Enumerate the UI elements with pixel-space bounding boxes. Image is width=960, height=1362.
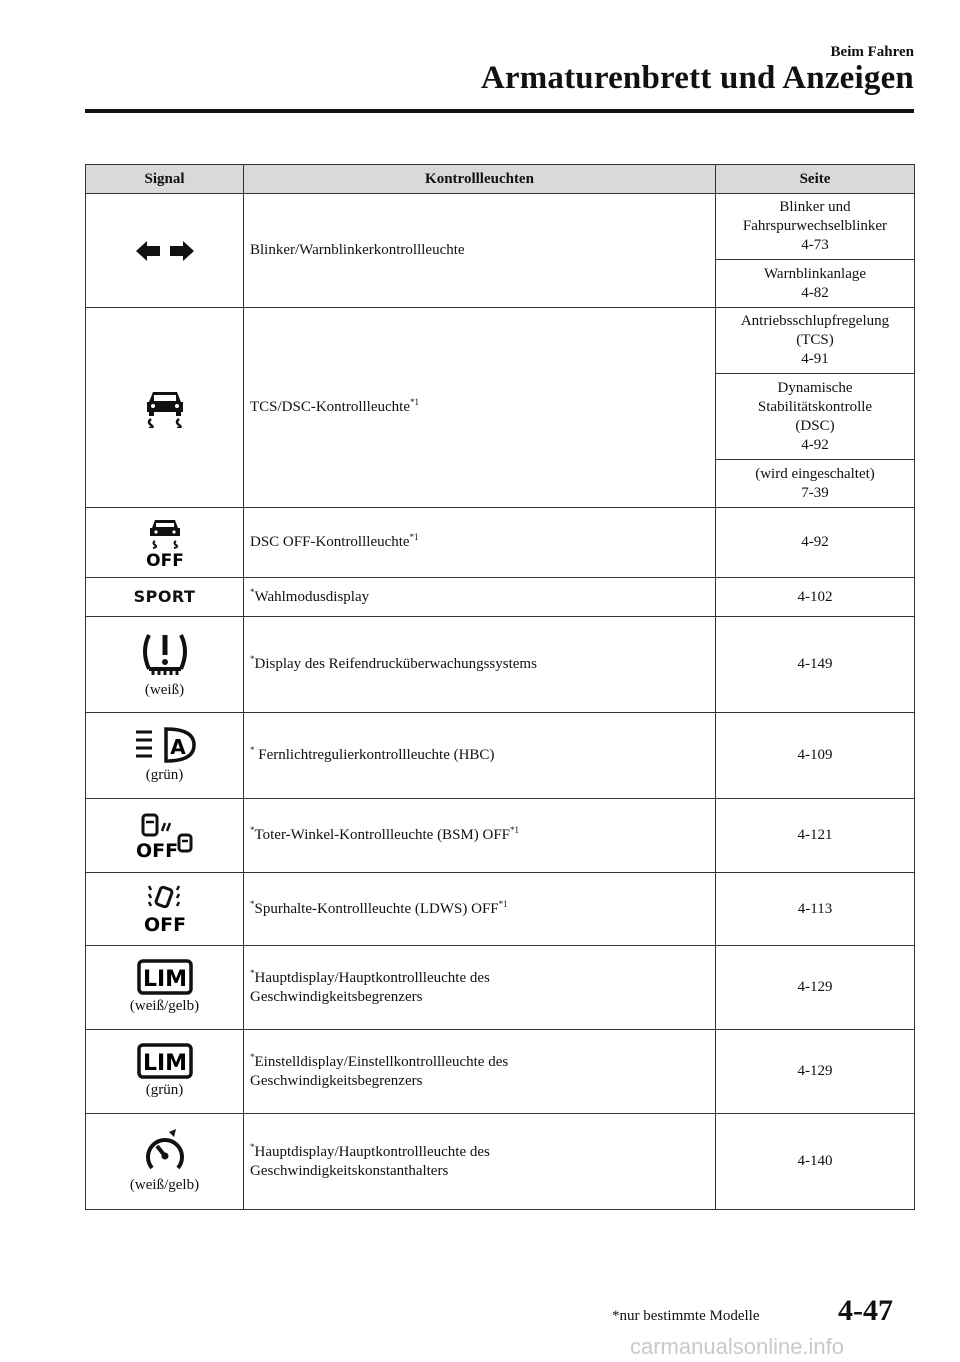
- table-row: [86, 194, 915, 260]
- table-row: [86, 946, 915, 1030]
- svg-text:LIM: LIM: [142, 1051, 187, 1076]
- label-asterisk: *: [250, 898, 255, 909]
- label-text: Fernlichtregulierkontrollleuchte (HBC): [254, 747, 495, 763]
- col-header-signal: Signal: [86, 165, 244, 194]
- watermark: carmanualsonline.info: [630, 1334, 845, 1359]
- page-cell: (wird eingeschaltet) 7-39: [716, 460, 915, 508]
- label-cell: [244, 578, 716, 617]
- label-text: Hauptdisplay/Hauptkontrollleuchte des Geschwindigkeitsbegrenzers: [250, 969, 490, 1005]
- col-header-lights: Kontrollleuchten: [244, 165, 716, 194]
- col-header-page: Seite: [716, 165, 915, 194]
- table-header-row: [86, 165, 915, 194]
- signal-caption: (grün): [145, 767, 184, 783]
- label-text: Hauptdisplay/Hauptkontrollleuchte des Geschwindigkeitskonstanthalters: [250, 1143, 490, 1179]
- bsm-off-icon: [135, 813, 195, 859]
- lim-icon: [137, 1043, 193, 1079]
- signal-cell: [86, 799, 244, 873]
- label-text: Einstelldisplay/Einstellkontrollleuchte des Geschwindigkeitsbegrenzers: [250, 1053, 509, 1089]
- high-beam-control-icon: [132, 726, 198, 764]
- footnote: *nur bestimmte Modelle: [612, 1308, 760, 1324]
- signal-cell: [86, 617, 244, 713]
- footnote-ref: *1: [409, 532, 419, 542]
- label-cell: [244, 308, 716, 508]
- header-rule: [85, 109, 914, 113]
- label-asterisk: *: [250, 745, 255, 755]
- table-row: [86, 1030, 915, 1114]
- label-asterisk: *: [250, 1141, 255, 1152]
- page-cell: 4-113: [716, 873, 915, 946]
- signal-cell: [86, 1114, 244, 1210]
- svg-text:OFF: OFF: [145, 550, 184, 568]
- svg-text:OFF: OFF: [135, 839, 178, 859]
- svg-text:LIM: LIM: [142, 967, 187, 992]
- footnote-ref: *1: [498, 898, 508, 909]
- page-cell: 4-140: [716, 1114, 915, 1210]
- page-cell: 4-109: [716, 713, 915, 799]
- page-cell: 4-149: [716, 617, 915, 713]
- label-cell: [244, 1114, 716, 1210]
- label-text: Display des Reifendrucküberwachungssystems: [254, 656, 537, 672]
- page-cell: 4-129: [716, 946, 915, 1030]
- signal-caption: (weiß/gelb): [129, 998, 200, 1014]
- label-text: Toter-Winkel-Kontrollleuchte (BSM) OFF: [254, 827, 511, 843]
- table-row: [86, 308, 915, 374]
- label-cell: [244, 1030, 716, 1114]
- svg-text:OFF: OFF: [143, 914, 186, 934]
- signal-cell: [86, 508, 244, 578]
- section-label: Beim Fahren: [830, 44, 914, 60]
- page-number: 4-47: [838, 1294, 893, 1327]
- label-cell: [244, 873, 716, 946]
- page-cell: Warnblinkanlage 4-82: [716, 260, 915, 308]
- page-cell: 4-102: [716, 578, 915, 617]
- label-cell: [244, 617, 716, 713]
- signal-caption: (weiß/gelb): [129, 1177, 200, 1193]
- turn-signal-arrows-icon: [134, 239, 196, 263]
- signal-cell: [86, 578, 244, 617]
- signal-cell: [86, 713, 244, 799]
- label-cell: [244, 946, 716, 1030]
- table-row: [86, 713, 915, 799]
- signal-cell: [86, 946, 244, 1030]
- label-text: Wahlmodusdisplay: [254, 588, 370, 605]
- page-cell: Blinker und Fahrspurwechselblinker 4-73: [716, 194, 915, 260]
- page-cell: Dynamische Stabilitätskontrolle (DSC) 4-92: [716, 374, 915, 460]
- table-row: [86, 1114, 915, 1210]
- signal-caption: (weiß): [144, 682, 185, 698]
- page-cell: 4-129: [716, 1030, 915, 1114]
- signal-cell: [86, 308, 244, 508]
- label-asterisk: *: [250, 967, 255, 978]
- svg-text:A: A: [169, 735, 186, 759]
- signal-cell: [86, 873, 244, 946]
- sport-mode-icon: SPORT: [133, 586, 196, 606]
- indicator-table: [85, 164, 915, 1210]
- label-cell: [244, 799, 716, 873]
- label-cell: [244, 713, 716, 799]
- table-row: [86, 873, 915, 946]
- footnote-ref: *1: [510, 825, 520, 835]
- lim-icon: [137, 959, 193, 995]
- cruise-control-icon: [143, 1128, 187, 1174]
- label-text: Spurhalte-Kontrollleuchte (LDWS) OFF: [254, 900, 499, 917]
- page-title: Armaturenbrett und Anzeigen: [480, 60, 914, 96]
- tcs-dsc-car-icon: [143, 388, 187, 428]
- label-asterisk: *: [250, 1051, 255, 1062]
- label-asterisk: *: [250, 586, 255, 597]
- signal-caption: (grün): [145, 1082, 184, 1098]
- page-cell: 4-92: [716, 508, 915, 578]
- label-asterisk: *: [250, 654, 255, 664]
- page-cell: 4-121: [716, 799, 915, 873]
- label-text: Blinker/Warnblinkerkontrollleuchte: [250, 242, 465, 258]
- footnote-ref: *1: [410, 397, 419, 407]
- label-text: TCS/DSC-Kontrollleuchte: [250, 399, 410, 415]
- label-cell: [244, 194, 716, 308]
- signal-cell: [86, 194, 244, 308]
- signal-cell: [86, 1030, 244, 1114]
- ldws-off-icon: [141, 884, 189, 934]
- label-text: DSC OFF-Kontrollleuchte: [250, 534, 410, 550]
- table-row: [86, 508, 915, 578]
- dsc-off-icon: [139, 518, 191, 568]
- label-cell: [244, 508, 716, 578]
- label-asterisk: *: [250, 825, 255, 835]
- table-row: [86, 617, 915, 713]
- table-row: [86, 578, 915, 617]
- page-cell: Antriebsschlupfregelung (TCS) 4-91: [716, 308, 915, 374]
- table-row: [86, 799, 915, 873]
- tire-pressure-icon: [137, 629, 193, 679]
